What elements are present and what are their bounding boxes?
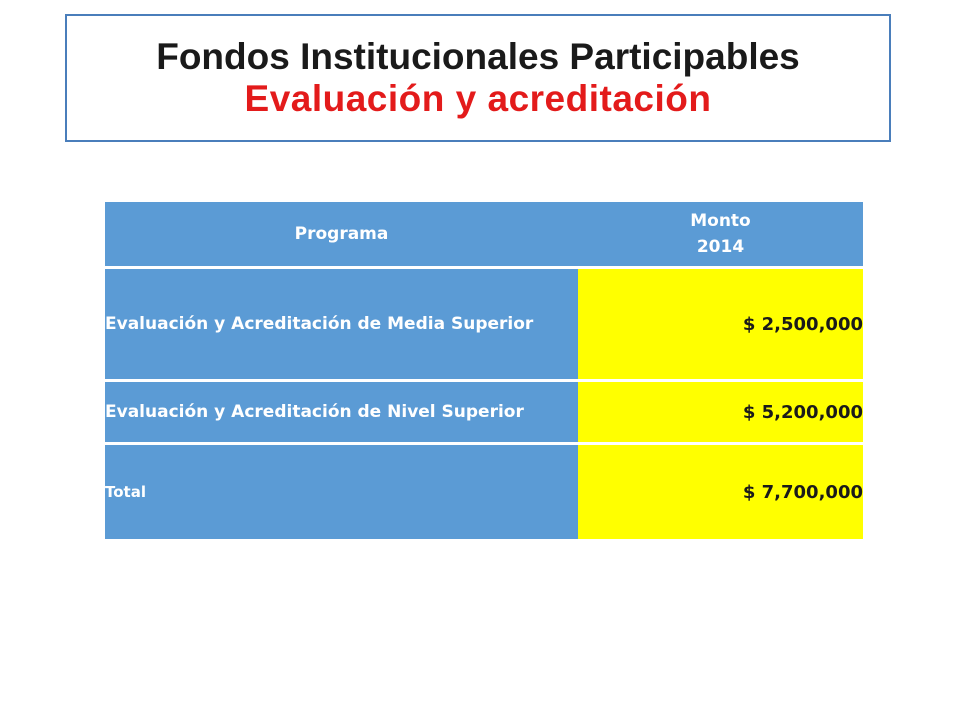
header-programa bbox=[105, 202, 578, 266]
row-monto-cell bbox=[578, 269, 863, 379]
table-row bbox=[105, 382, 863, 442]
header-programa-label: Programa bbox=[294, 224, 389, 244]
row-programa-cell bbox=[105, 269, 578, 379]
header-monto-label: Monto bbox=[690, 211, 751, 231]
header-monto bbox=[578, 202, 863, 266]
row-programa: Evaluación y Acreditación de Nivel Superior bbox=[105, 402, 524, 422]
funds-table bbox=[105, 202, 863, 539]
page-title: Fondos Institucionales Participables bbox=[156, 36, 800, 77]
total-label: Total bbox=[105, 483, 146, 501]
total-value: $ 7,700,000 bbox=[742, 481, 863, 503]
header-year-label: 2014 bbox=[696, 237, 745, 257]
row-programa: Evaluación y Acreditación de Media Superior bbox=[105, 314, 534, 334]
row-monto: $ 5,200,000 bbox=[742, 401, 863, 423]
total-value-cell bbox=[578, 445, 863, 539]
title-box bbox=[65, 14, 891, 142]
page-subtitle: Evaluación y acreditación bbox=[244, 78, 712, 119]
table-row bbox=[105, 269, 863, 379]
table-header-row bbox=[105, 202, 863, 266]
row-monto: $ 2,500,000 bbox=[742, 313, 863, 335]
row-monto-cell bbox=[578, 382, 863, 442]
row-programa-cell bbox=[105, 382, 578, 442]
total-label-cell bbox=[105, 445, 578, 539]
table-total-row bbox=[105, 445, 863, 539]
